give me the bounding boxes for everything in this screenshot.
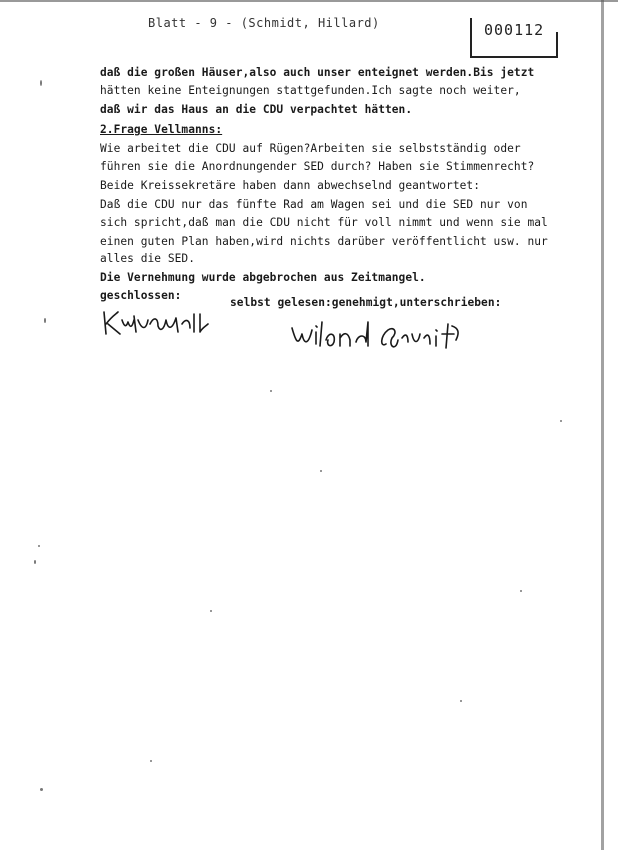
box-border-bottom xyxy=(470,56,558,58)
body-line: hätten keine Enteignungen stattgefunden.Ich sagte noch weiter, xyxy=(100,84,521,97)
document-number-box xyxy=(470,18,558,58)
scan-speck xyxy=(270,390,272,392)
section-heading: 2.Frage Vellmanns: xyxy=(100,123,223,136)
signature-left xyxy=(98,306,210,340)
body-line: einen guten Plan haben,wird nichts darüber veröffentlicht usw. nur xyxy=(100,235,548,248)
body-line: geschlossen: xyxy=(100,289,182,302)
signature-right xyxy=(288,318,470,356)
body-line: daß wir das Haus an die CDU verpachtet hätten. xyxy=(100,103,413,116)
body-line: Wie arbeitet die CDU auf Rügen?Arbeiten sie selbstständig oder xyxy=(100,142,521,155)
scan-speck xyxy=(150,760,152,762)
body-line: daß die großen Häuser,also auch unser enteignet werden.Bis jetzt xyxy=(100,66,535,79)
scan-speck xyxy=(34,560,36,564)
page-top-edge xyxy=(0,0,618,2)
scan-speck xyxy=(520,590,522,592)
body-line: sich spricht,daß man die CDU nicht für voll nimmt und wenn sie mal xyxy=(100,216,548,229)
scan-speck xyxy=(38,545,40,547)
body-line: Die Vernehmung wurde abgebrochen aus Zeitmangel. xyxy=(100,271,426,284)
body-line: Beide Kreissekretäre haben dann abwechselnd geantwortet: xyxy=(100,179,480,192)
scan-speck xyxy=(320,470,322,472)
box-border-right xyxy=(556,32,558,58)
scan-speck xyxy=(44,318,46,323)
scan-speck xyxy=(40,80,42,86)
document-number: 000112 xyxy=(484,21,545,39)
body-line: Daß die CDU nur das fünfte Rad am Wagen sei und die SED nur von xyxy=(100,198,528,211)
box-border-left xyxy=(470,18,472,56)
page-right-edge xyxy=(601,0,604,850)
scan-speck xyxy=(210,610,212,612)
body-line: führen sie die Anordnungender SED durch? Haben sie Stimmenrecht? xyxy=(100,160,535,173)
scan-speck xyxy=(40,788,43,791)
running-head: Blatt - 9 - (Schmidt, Hillard) xyxy=(148,16,380,30)
signature-caption: selbst gelesen:genehmigt,unterschrieben: xyxy=(230,296,502,309)
scan-speck xyxy=(560,420,562,422)
scan-speck xyxy=(460,700,462,702)
body-line: alles die SED. xyxy=(100,252,195,265)
